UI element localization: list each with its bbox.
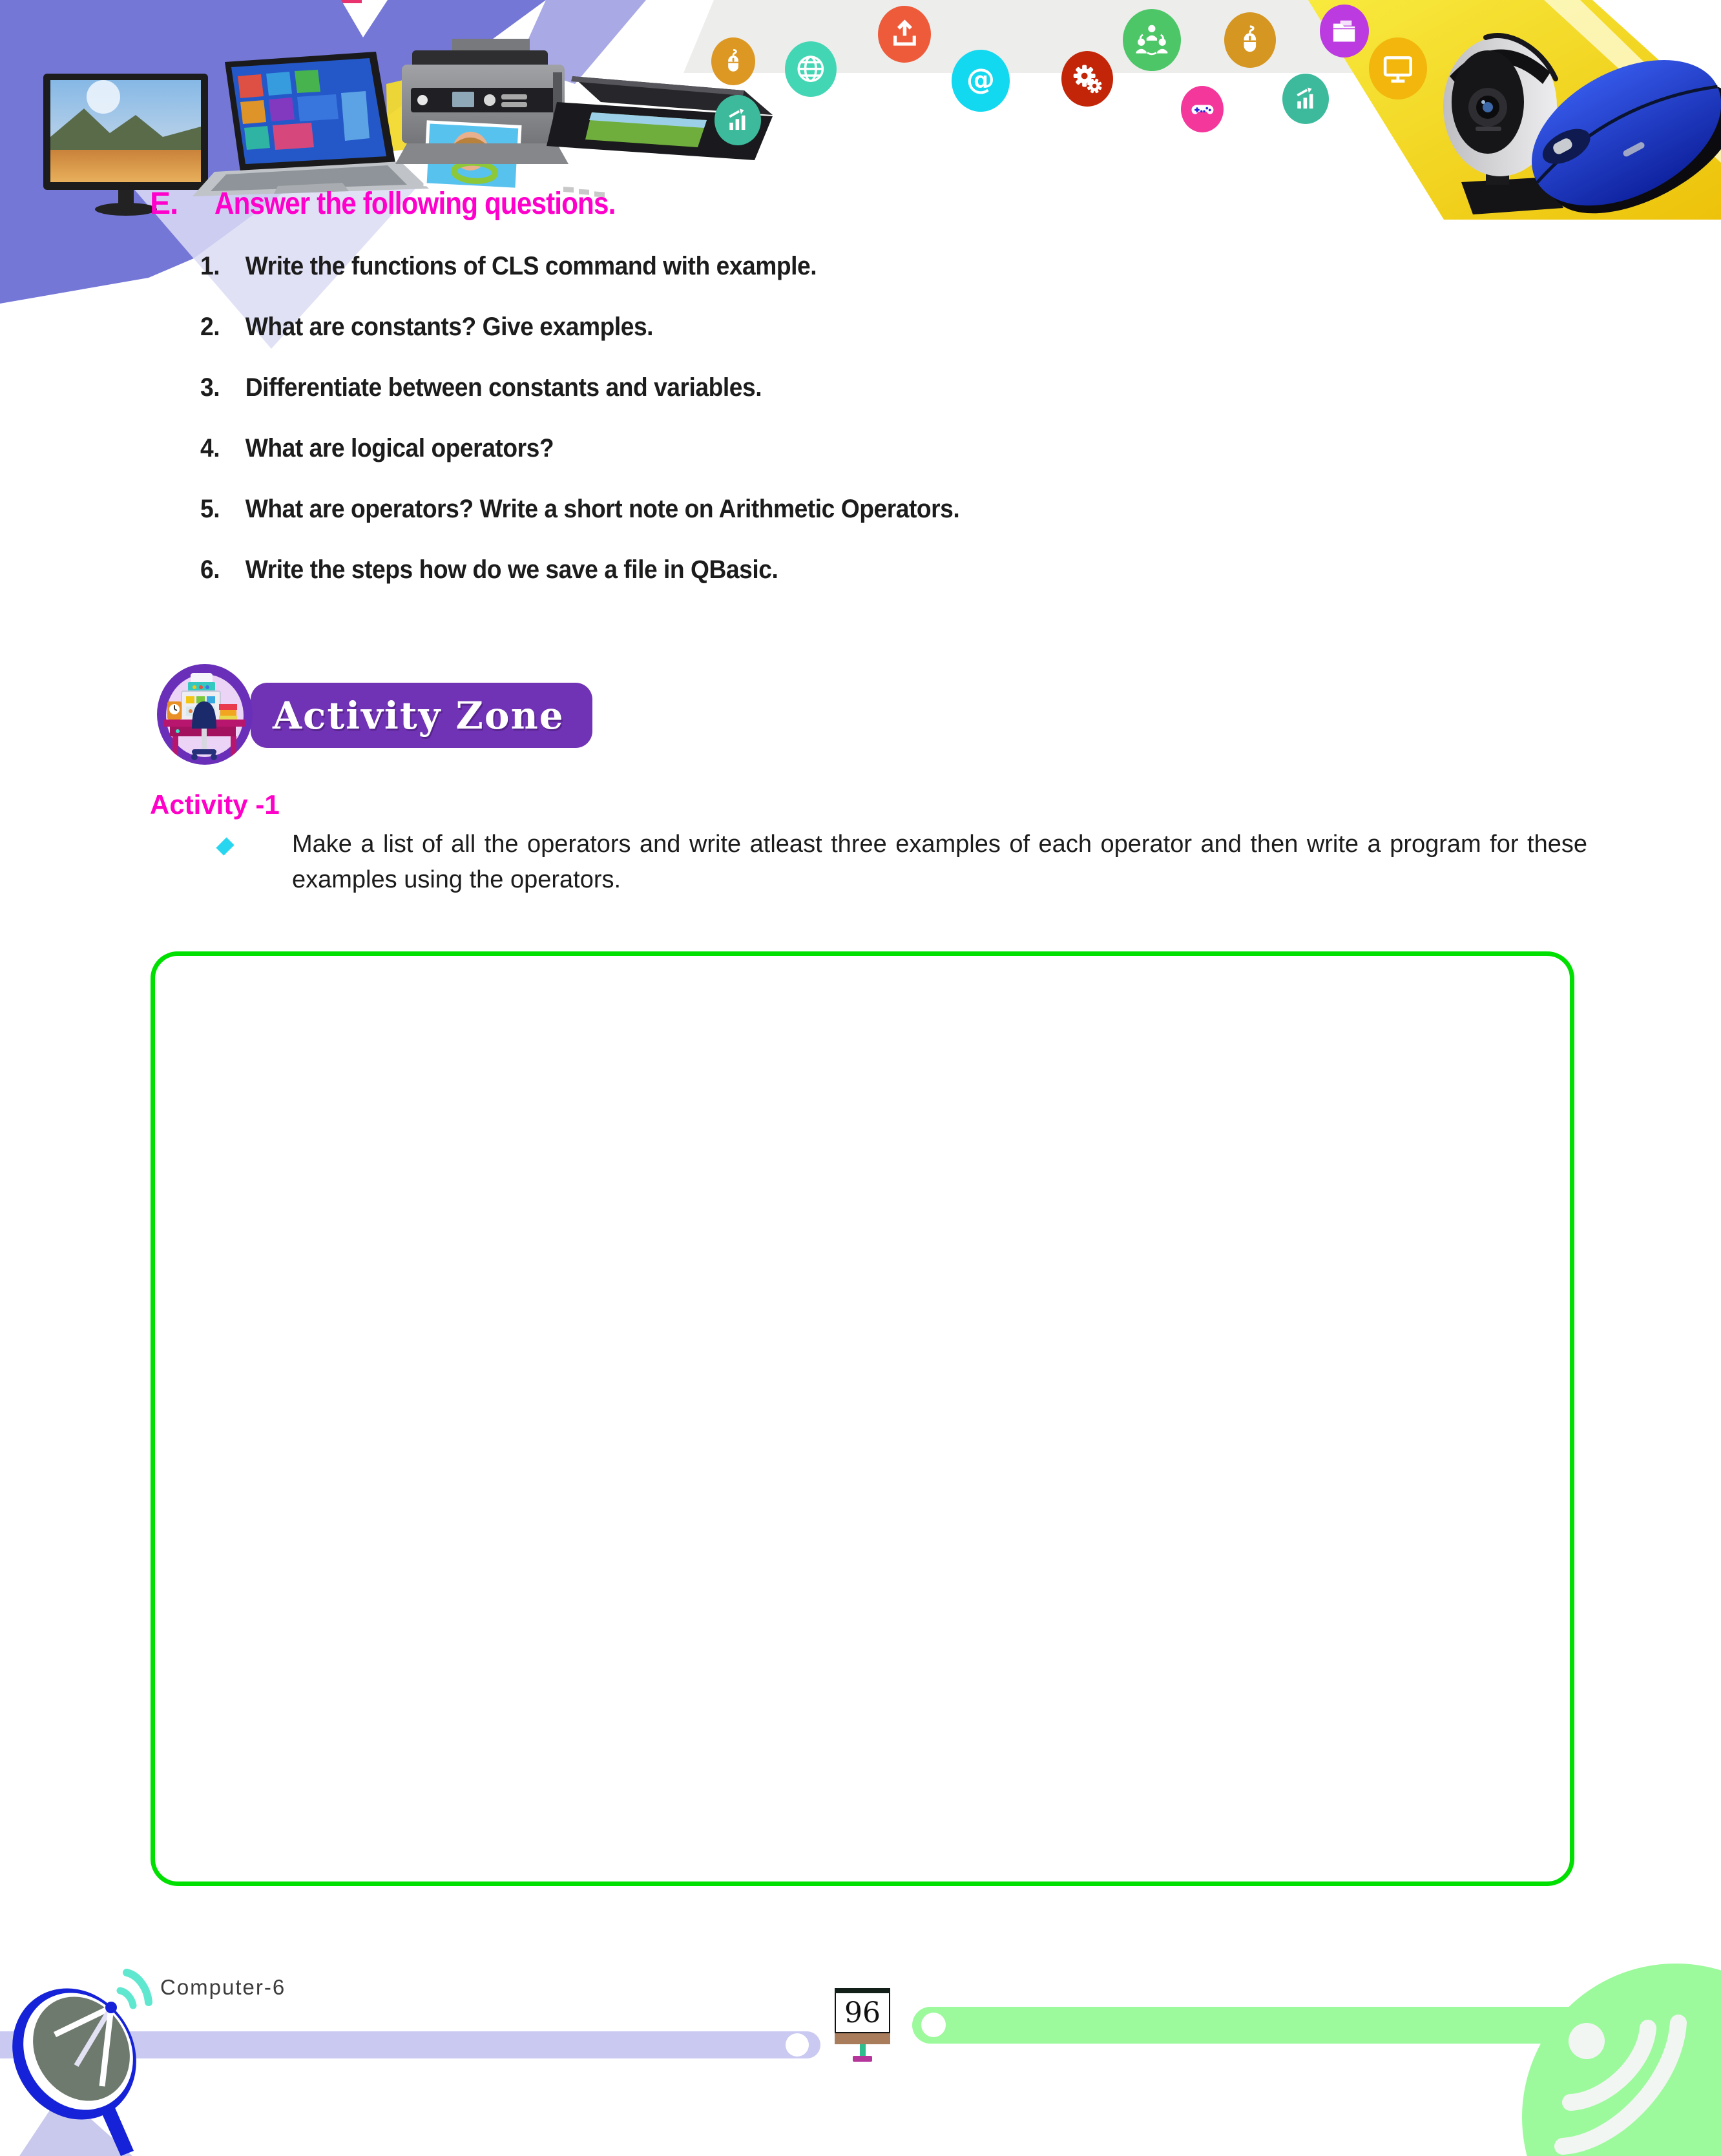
activity-zone-title: Activity Zone: [273, 693, 565, 738]
question-number: 5.: [200, 495, 220, 523]
question-number: 6.: [200, 555, 220, 584]
header-collage: [0, 0, 1721, 349]
question-row: [200, 252, 817, 281]
question-number: 3.: [200, 373, 220, 402]
board-foot: [853, 2056, 872, 2062]
people-icon: [1123, 9, 1181, 71]
footer-bar-left-dot: [786, 2033, 809, 2057]
question-text: Write the functions of CLS command with example.: [245, 252, 817, 280]
exercise-title: Answer the following questions.: [214, 187, 616, 221]
board-base-strip: [835, 2033, 890, 2044]
question-row: [200, 313, 653, 342]
printer-image: [395, 39, 568, 191]
page-number-board: [835, 1988, 890, 2062]
upload-icon: [878, 6, 931, 63]
board-top-strip: [835, 1988, 890, 1993]
board-stick: [860, 2044, 866, 2056]
signal-circle-logo: [1417, 1956, 1721, 2156]
activity-heading: Activity -1: [150, 789, 280, 820]
gamepad-icon: [1181, 86, 1224, 132]
monitor-icon: [1369, 37, 1427, 99]
question-text: Write the steps how do we save a file in QBasic.: [245, 555, 778, 584]
activity-instruction: Make a list of all the operators and write atleast three examples of each operator and then write a program for these examples using the operators.: [292, 831, 1587, 893]
mouse-icon-2: [1224, 12, 1276, 68]
question-row: [200, 434, 554, 463]
at-icon: [952, 50, 1010, 112]
question-number: 2.: [200, 313, 220, 341]
activity-zone-badge: [157, 664, 253, 765]
globe-icon: [785, 41, 837, 97]
question-row: [200, 373, 762, 402]
desk-illustration-icon: [157, 664, 253, 765]
activity-writing-box: [151, 951, 1574, 1886]
wifi-arc-icon: [120, 1991, 133, 2006]
chart-icon-2: [1282, 74, 1329, 124]
svg-text:@: @: [966, 63, 996, 96]
question-number: 1.: [200, 252, 220, 280]
page-number: 96: [835, 1993, 890, 2033]
diamond-bullet-icon: [216, 837, 234, 855]
question-number: 4.: [200, 434, 220, 462]
gears-icon: [1061, 51, 1113, 107]
question-text: What are operators? Write a short note on Arithmetic Operators.: [245, 495, 960, 523]
question-text: What are constants? Give examples.: [245, 313, 654, 341]
footer-bar-right-dot: [921, 2013, 946, 2037]
question-text: Differentiate between constants and variables.: [245, 373, 762, 402]
exercise-heading: [150, 186, 670, 222]
question-text: What are logical operators?: [245, 434, 554, 462]
book-title: Computer-6: [160, 1975, 286, 1999]
mouse-icon: [711, 37, 755, 85]
activity-zone-banner: [251, 683, 592, 748]
question-row: [200, 495, 959, 524]
chart-icon: [714, 95, 761, 145]
folder-icon: [1320, 5, 1369, 57]
exercise-label: E.: [150, 187, 178, 221]
question-row: [200, 555, 778, 585]
